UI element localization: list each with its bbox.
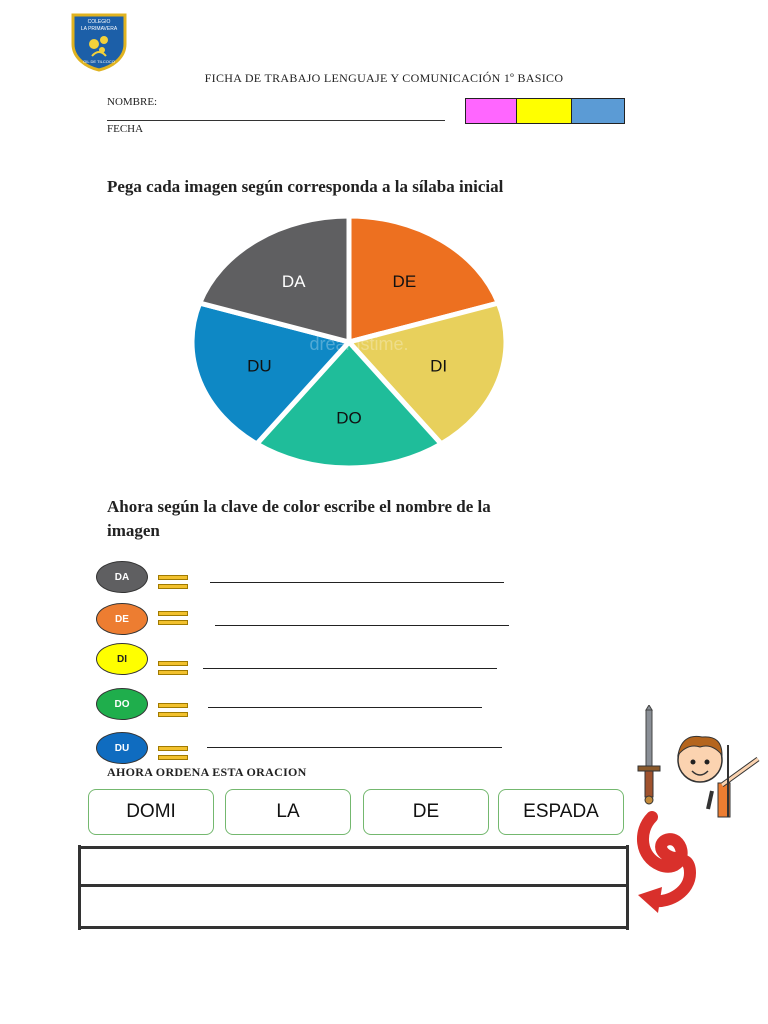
equals-sign (158, 611, 188, 627)
section3-instruction: AHORA ORDENA ESTA ORACION (107, 765, 307, 779)
color-swatch-blue (571, 98, 625, 124)
equals-sign (158, 703, 188, 719)
word-card-espada[interactable]: ESPADA (498, 789, 624, 835)
word-card-de[interactable]: DE (363, 789, 489, 835)
writing-line-bottom (78, 926, 629, 929)
red-arrow-icon (638, 817, 690, 913)
sentence-answer-row-2[interactable] (80, 887, 626, 926)
answer-line-di[interactable] (203, 668, 497, 669)
pie-label-da: DA (281, 271, 306, 291)
color-swatch-yellow (516, 98, 572, 124)
boy-cartoon-icon (678, 736, 758, 817)
section1-instruction: Pega cada imagen según corresponda a la sílaba inicial (107, 177, 504, 196)
answer-line-do[interactable] (208, 707, 482, 708)
logo-text-2: LA PRIMAVERA (80, 26, 118, 32)
section2-instruction (107, 495, 667, 543)
logo-text-3: GIL DE TILCOCO (83, 59, 115, 64)
name-line[interactable] (107, 120, 445, 121)
syllable-circle-de: DE (96, 603, 148, 635)
sentence-answer-row-1[interactable] (80, 849, 626, 884)
section2-instruction-line2: imagen (107, 521, 160, 540)
date-label: FECHA (107, 123, 144, 135)
syllable-circle-du: DU (96, 732, 148, 764)
syllable-circle-di: DI (96, 643, 148, 675)
name-label: NOMBRE: (107, 96, 158, 108)
answer-line-de[interactable] (215, 625, 509, 626)
worksheet-title: FICHA DE TRABAJO LENGUAJE Y COMUNICACIÓN 1º BASICO (204, 71, 564, 85)
pie-label-do: DO (336, 408, 362, 428)
pie-label-di: DI (430, 356, 448, 376)
color-swatch-pink (465, 98, 517, 124)
equals-sign (158, 661, 188, 677)
writing-box-right-border (626, 845, 629, 930)
equals-sign (158, 746, 188, 762)
pie-label-du: DU (247, 356, 272, 376)
answer-line-du[interactable] (207, 747, 502, 748)
syllable-circle-da: DA (96, 561, 148, 593)
decoration-illustration (630, 705, 765, 925)
answer-line-da[interactable] (210, 582, 504, 583)
pie-label-de: DE (392, 271, 417, 291)
pie-watermark: dreamstime. (309, 334, 409, 354)
sword-icon (638, 705, 660, 804)
school-logo (70, 12, 128, 72)
word-card-domi[interactable]: DOMI (88, 789, 214, 835)
word-card-la[interactable]: LA (225, 789, 351, 835)
logo-text-1: COLEGIO (87, 19, 111, 25)
section2-instruction-line1: Ahora según la clave de color escribe el nombre de la (107, 497, 491, 516)
syllable-circle-do: DO (96, 688, 148, 720)
syllable-pie-chart (186, 210, 511, 480)
equals-sign (158, 575, 188, 591)
